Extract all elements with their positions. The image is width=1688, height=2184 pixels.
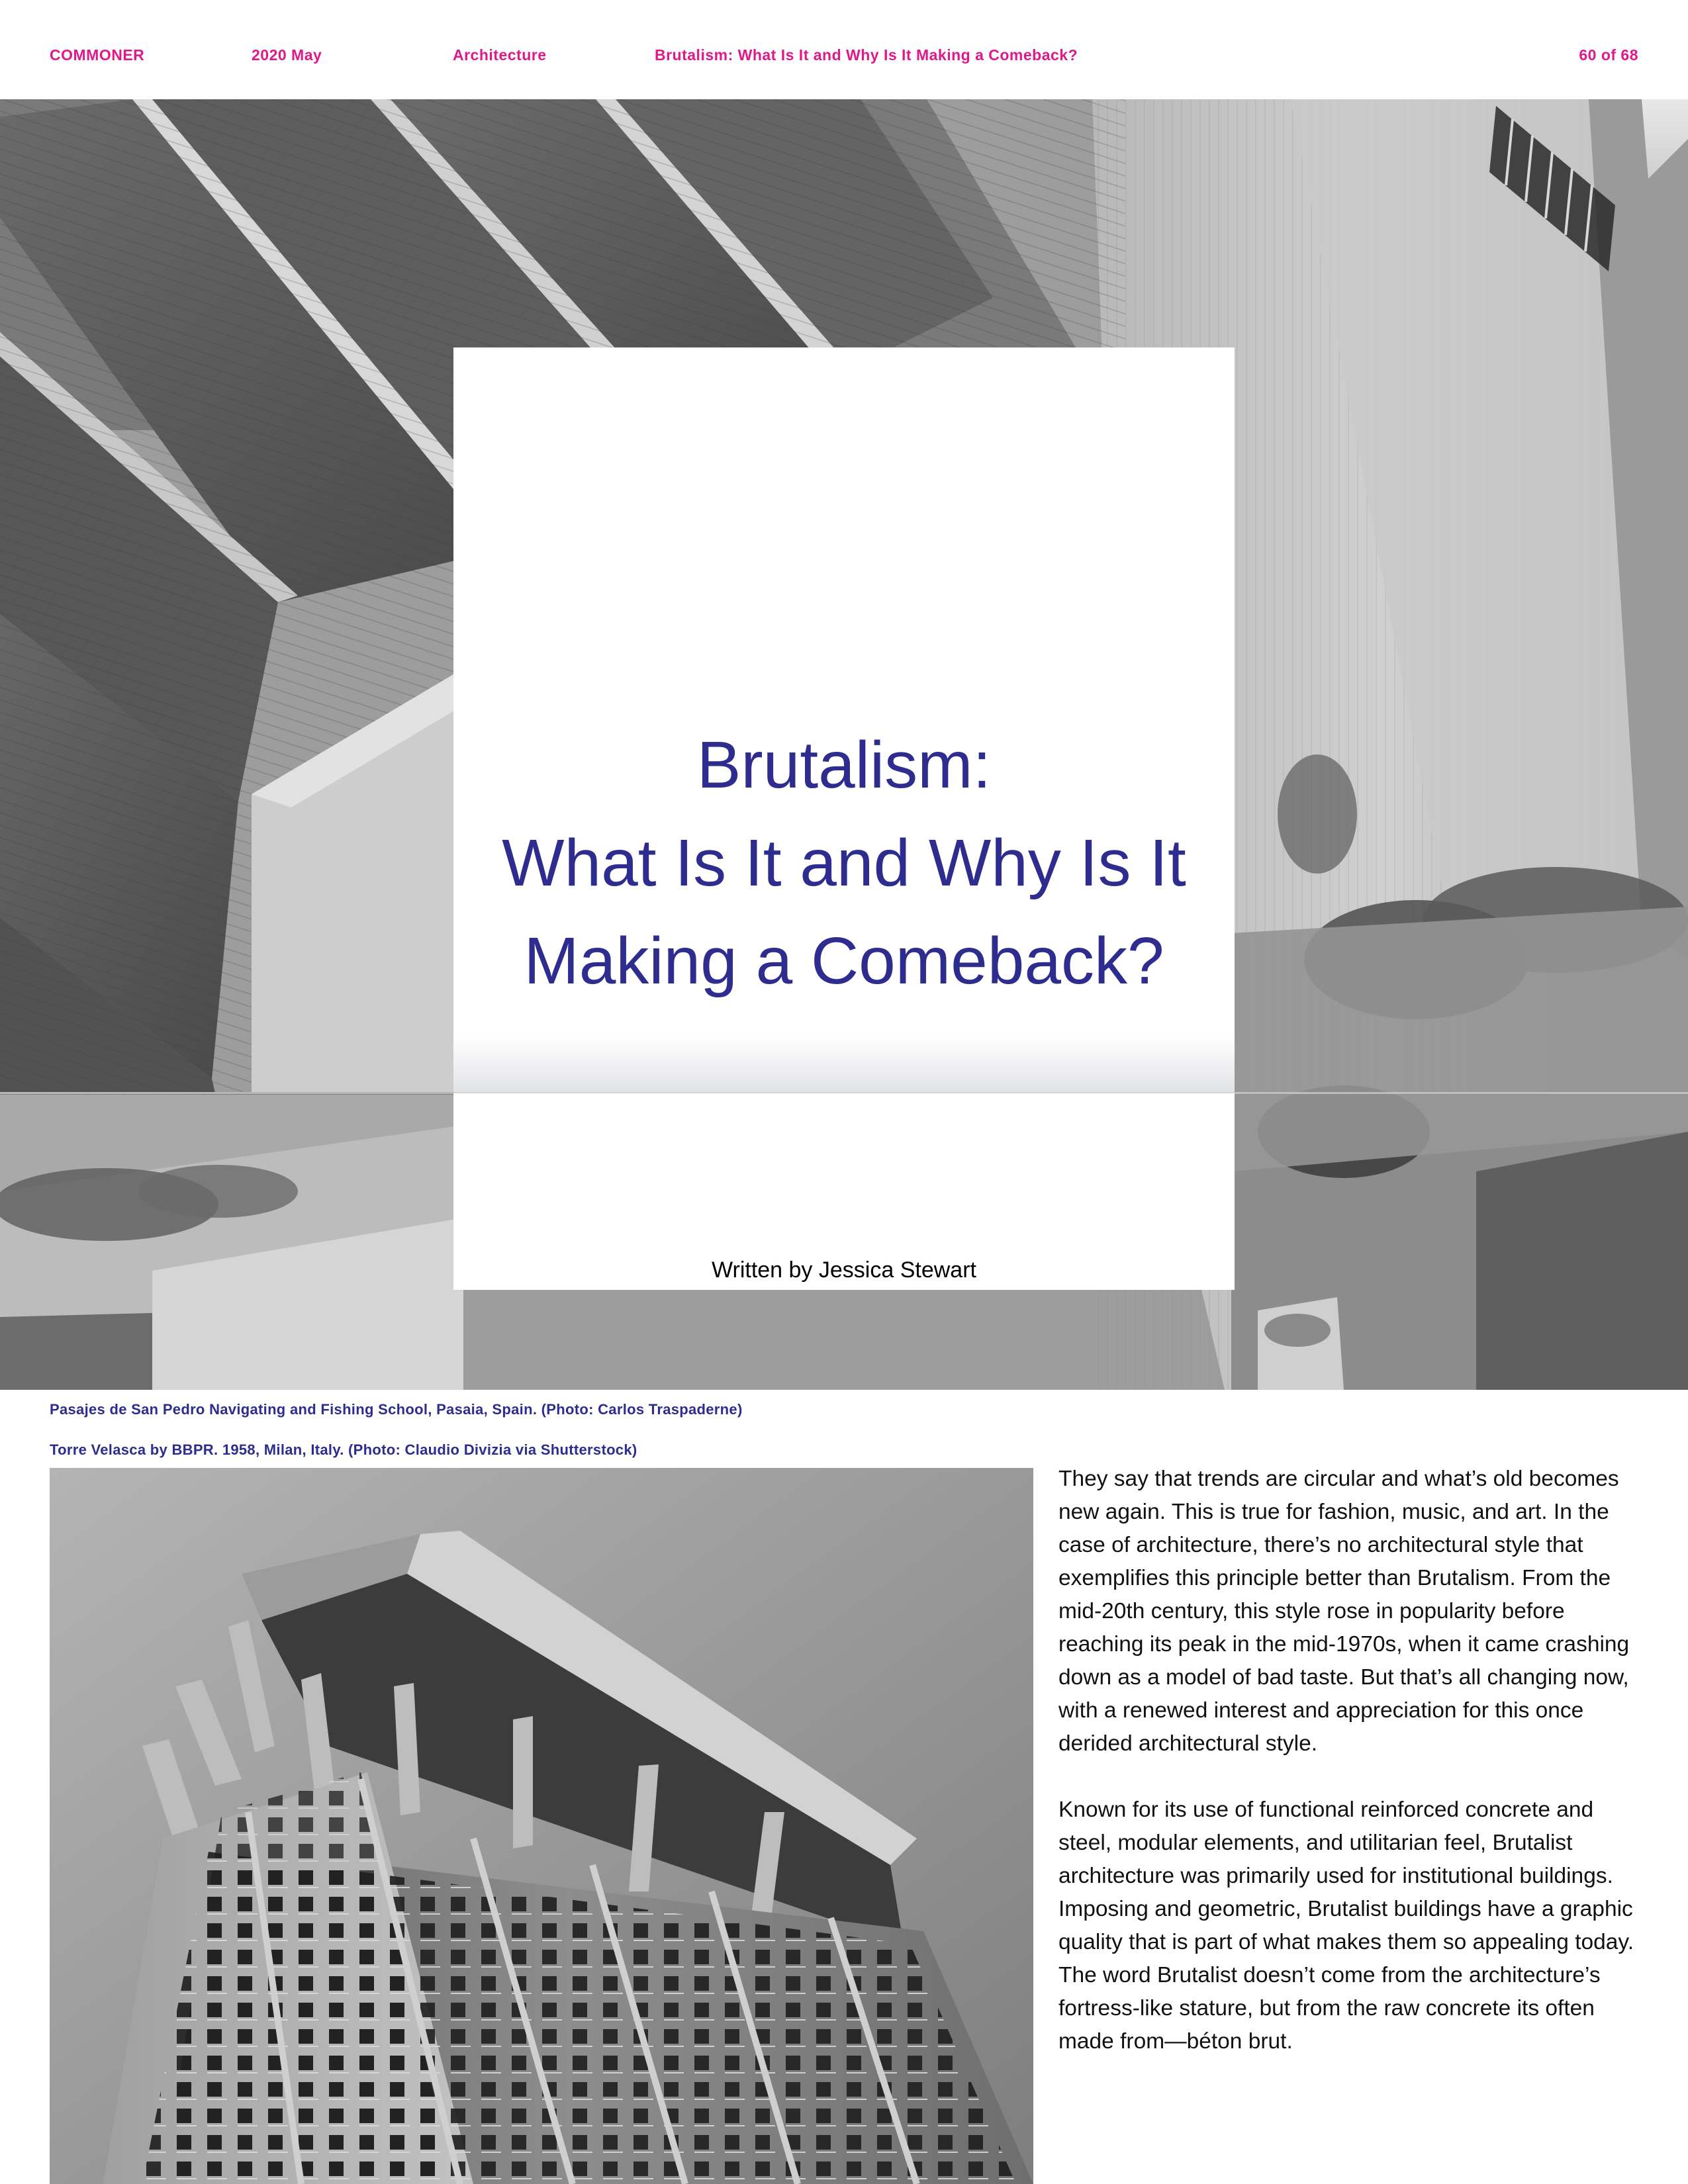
article-body [1058,1463,1641,2091]
tower-photo-caption: Torre Velasca by BBPR. 1958, Milan, Italy. (Photo: Claudio Divizia via Shutterstock) [50,1441,637,1458]
byline: Written by Jessica Stewart [712,1257,976,1283]
hero-photo-caption: Pasajes de San Pedro Navigating and Fishing School, Pasaia, Spain. (Photo: Carlos Traspaderne) [50,1401,743,1418]
article-title-line-3: Making a Comeback? [524,924,1164,998]
running-header [0,0,1688,99]
body-paragraph-1: They say that trends are circular and what’s old becomes new again. This is true for fashion, music, and art. In the case of architecture, there’s no architectural style that exemplifies this principle better than Brutalism. From the mid-20th century, this style rose in popularity before reaching its peak in the mid-1970s, when it came crashing down as a model of bad taste. But that’s all changing now, with a renewed interest and appreciation for this once derided architectural style. [1058,1467,1630,1756]
tower-illustration [50,1468,1033,2184]
magazine-name: COMMONER [50,46,145,64]
title-card-fold-shadow [453,1036,1235,1093]
header-article-title: Brutalism: What Is It and Why Is It Making a Comeback? [655,46,1078,64]
article-title [453,716,1235,1010]
article-title-line-2: What Is It and Why Is It [502,826,1186,900]
issue-date: 2020 May [252,46,322,64]
tower-photo [50,1468,1033,2184]
section-label: Architecture [453,46,547,64]
body-paragraph-2: Known for its use of functional reinforced concrete and steel, modular elements, and utilitarian feel, Brutalist architecture was primarily used for institutional buildings. Imposing and geometric, Brutalist buildings have a graphic quality that is part of what makes them so appealing today. The word Brutalist doesn’t come from the architecture’s fortress-like stature, but from the raw concrete its often made from—béton brut. [1058,1797,1634,2054]
title-card [453,347,1235,1290]
page-indicator: 60 of 68 [1579,46,1638,64]
title-card-fold-line [453,1092,1235,1093]
article-title-line-1: Brutalism: [696,728,992,802]
